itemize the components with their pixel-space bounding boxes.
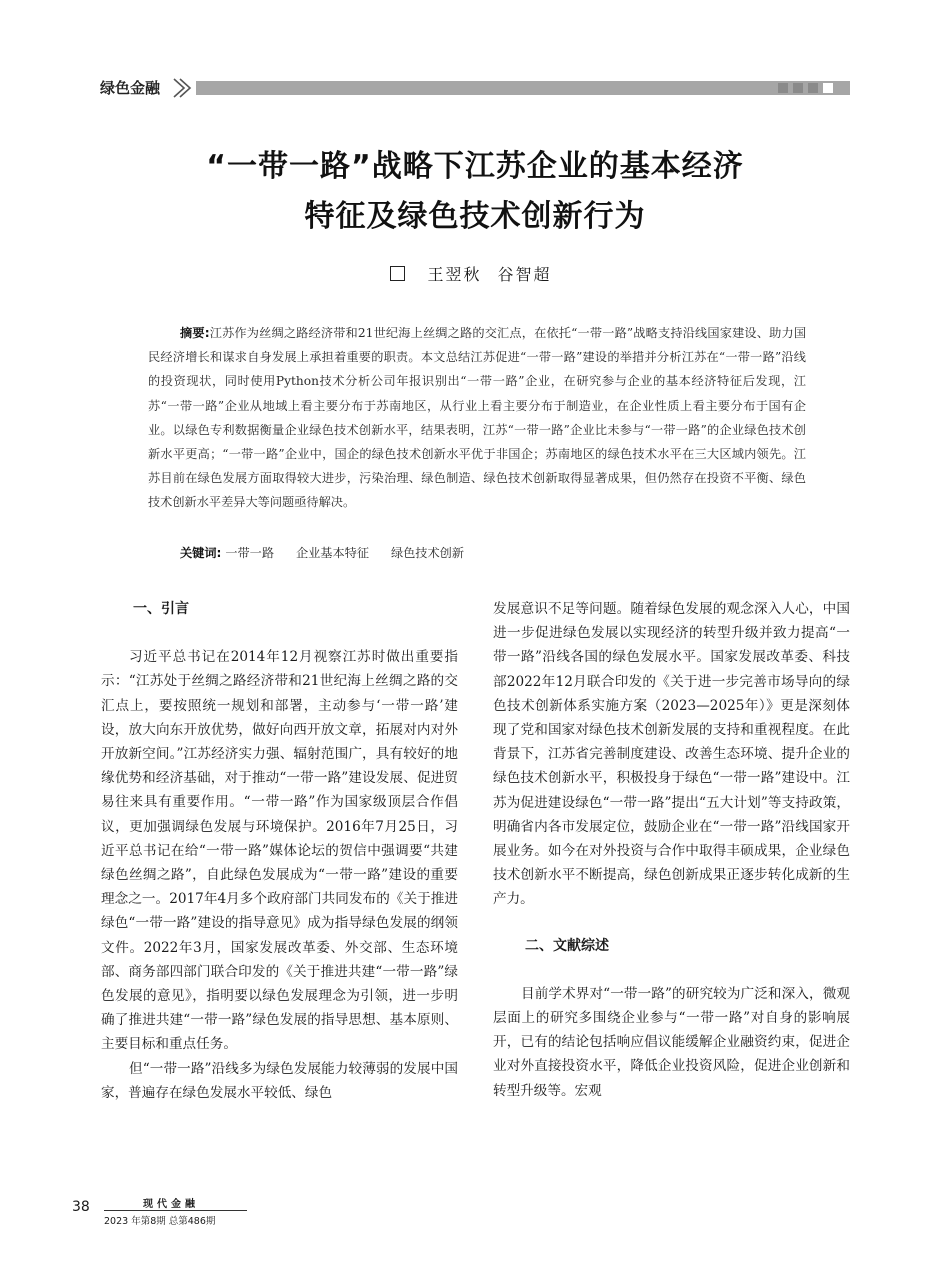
- body-paragraph: 目前学术界对“一带一路”的研究较为广泛和深入，微观层面上的研究多围绕企业参与“一带一路”对自身的影响展开，已有的结论包括响应倡议能缓解企业融资约束，促进企业对外直接投资水平，降低企业投资风险，促进企业创新和转型升级等。宏观: [493, 985, 850, 1099]
- header-square: [808, 83, 818, 93]
- footer-divider: [104, 1210, 247, 1211]
- keyword: 一带一路: [225, 546, 275, 560]
- issue-info: 2023 年第8期 总第486期: [104, 1216, 216, 1227]
- header-bar: [196, 81, 850, 95]
- header-square: [793, 83, 803, 93]
- section-header: [100, 78, 850, 98]
- page-number: 38: [72, 1199, 90, 1215]
- body-paragraph: 发展意识不足等问题。随着绿色发展的观念深入人心，中国进一步促进绿色发展以实现经济的转型升级并致力提高“一带一路”沿线各国的绿色发展水平。国家发展改革委、科技部2022年12月联合印发的《关于进一步完善市场导向的绿色技术创新体系实施方案（2023—2025年）》更是深刻体现了党和国家对绿色技术创新发展的支持和重视程度。在此背景下，江苏省完善制度建设、改善生态环境、提升企业的绿色技术创新水平，积极投身于绿色“一带一路”建设中。江苏为促进建设绿色“一带一路”提出“五大计划”等支持政策，明确省内各市发展定位，鼓励企业在“一带一路”沿线国家开展业务。如今在对外投资与合作中取得丰硕成果，企业绿色技术创新水平不断提高，绿色创新成果正逐步转化成新的生产力。: [493, 601, 850, 908]
- body-paragraph: 但“一带一路”沿线多为绿色发展能力较薄弱的发展中国家，普遍存在绿色发展水平较低、绿色: [101, 1060, 458, 1101]
- keywords-label: 关键词:: [180, 546, 222, 560]
- body-column-right: [493, 597, 850, 1103]
- title-line: “一带一路”战略下江苏企业的基本经济: [206, 149, 744, 184]
- keywords: [180, 541, 482, 565]
- section-heading: 二、文献综述: [525, 937, 609, 954]
- abstract-text: 江苏作为丝绸之路经济带和21世纪海上丝绸之路的交汇点，在依托“一带一路”战略支持沿线国家建设、助力国民经济增长和谋求自身发展上承担着重要的职责。本文总结江苏促进“一带一路”建设的举措并分析江苏在“一带一路”沿线的投资现状，同时使用Python技术分析公司年报识别出“一带一路”企业，在研究参与企业的基本经济特征后发现，江苏“一带一路”企业从地域上看主要分布于苏南地区，从行业上看主要分布于制造业，在企业性质上看主要分布于国有企业。以绿色专利数据衡量企业绿色技术创新水平，结果表明，江苏“一带一路”企业比未参与“一带一路”的企业绿色技术创新水平更高；“一带一路”企业中，国企的绿色技术创新水平优于非国企；苏南地区的绿色技术水平在三大区域内领先。江苏目前在绿色发展方面取得较大进步，污染治理、绿色制造、绿色技术创新取得显著成果，但仍然存在投资不平衡、绿色技术创新水平差异大等问题亟待解决。: [148, 326, 807, 510]
- title-line: 特征及绿色技术创新行为: [304, 199, 646, 234]
- section-heading: 一、引言: [133, 601, 189, 617]
- abstract-label: 摘要:: [180, 326, 210, 340]
- header-square: [778, 83, 788, 93]
- keyword: 绿色技术创新: [390, 546, 465, 560]
- author-name: 谷智超: [497, 265, 552, 284]
- abstract: [148, 321, 806, 515]
- square-icon: [390, 266, 405, 281]
- keyword: 企业基本特征: [295, 546, 370, 560]
- chevron-right-icon: [172, 78, 194, 98]
- header-square: [823, 83, 833, 93]
- author-name: 王翌秋: [427, 265, 482, 284]
- body-paragraph: 习近平总书记在2014年12月视察江苏时做出重要指示：“江苏处于丝绸之路经济带和21世纪海上丝绸之路的交汇点上，要按照统一规划和部署，主动参与‘一带一路’建设，放大向东开放优势，做好向西开放文章，拓展对内对外开放新空间。”江苏经济实力强、辐射范围广，具有较好的地缘优势和经济基础，对于推动“一带一路”建设发展、促进贸易往来具有重要作用。“一带一路”作为国家级顶层合作倡议，更加强调绿色发展与环境保护。2016年7月25日，习近平总书记在给“一带一路”媒体论坛的贺信中强调要“共建绿色丝绸之路”，自此绿色发展成为“一带一路”建设的重要理念之一。2017年4月多个政府部门共同发布的《关于推进绿色“一带一路”建设的指导意见》成为指导绿色发展的纲领文件。2022年3月，国家发展改革委、外交部、生态环境部、商务部四部门联合印发的《关于推进共建“一带一路”绿色发展的意见》，指明要以绿色发展理念为引领，进一步明确了推进共建“一带一路”绿色发展的指导思想、基本原则、主要目标和重点任务。: [101, 649, 458, 1053]
- section-tag: 绿色金融: [100, 79, 161, 97]
- journal-name: 现代金融: [143, 1199, 199, 1210]
- article-title: [80, 142, 870, 242]
- body-column-left: [101, 597, 458, 1105]
- author-line: [0, 263, 950, 287]
